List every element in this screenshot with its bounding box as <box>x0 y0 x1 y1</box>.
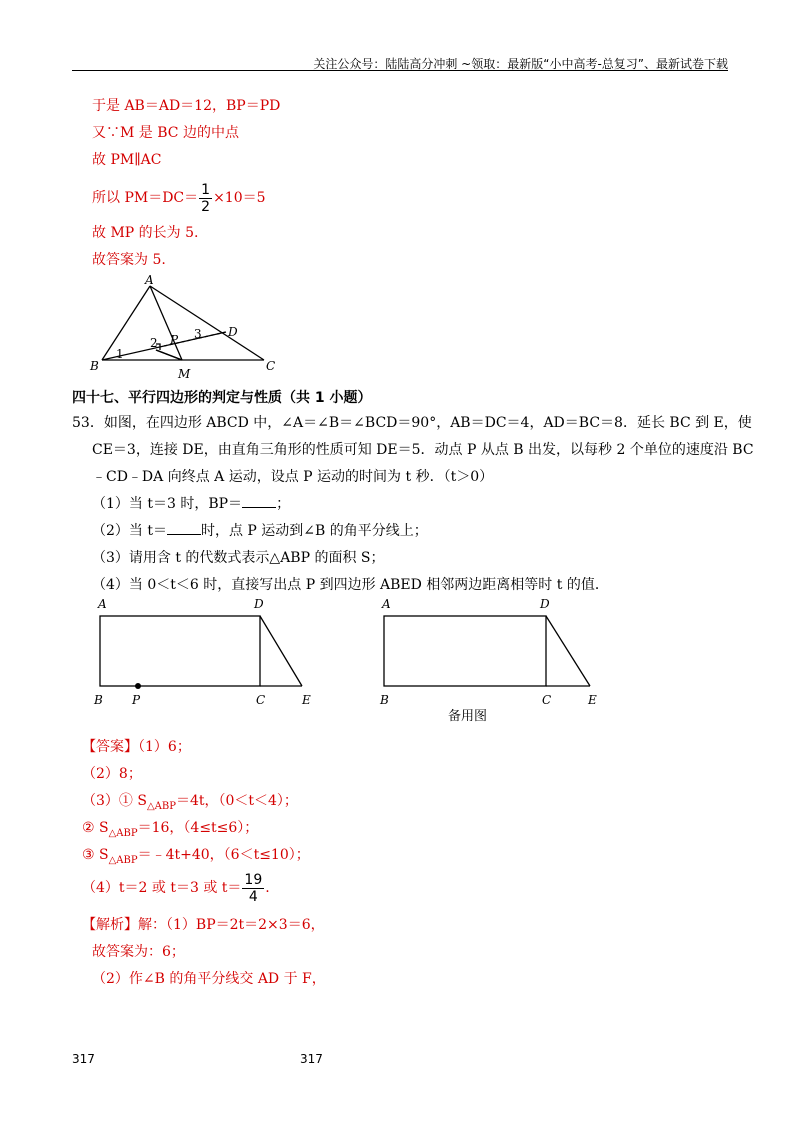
label-angle-2: 2 <box>150 336 158 350</box>
a3c-sub: △ABP <box>108 854 138 866</box>
spare-figure-caption: 备用图 <box>448 709 488 724</box>
answer-3c <box>82 846 310 870</box>
left-label-C: C <box>256 693 266 707</box>
triangle-figure <box>84 272 284 384</box>
answer-1: 【答案】（1）6； <box>82 739 191 755</box>
label-angle-1: 1 <box>116 347 124 361</box>
analysis-label: 【解析】 <box>82 917 138 933</box>
left-label-B: B <box>94 693 103 707</box>
q1-prefix: （1）当 t＝3 时，BP＝ <box>92 496 243 512</box>
a4-prefix: （4）t＝2 或 t＝3 或 t＝ <box>82 880 242 896</box>
label-P: P <box>170 333 179 347</box>
right-label-E: E <box>588 693 597 707</box>
rectangle-figures <box>88 596 628 726</box>
solution-line-mp: 故 MP 的长为 5. <box>92 225 199 241</box>
label-C: C <box>266 359 276 373</box>
problem-line-2: CE＝3，连接 DE，由直角三角形的性质可知 DE＝5．动点 P 从点 B 出发，以每秒 2 个单位的速度沿 BC <box>92 442 754 458</box>
label-M: M <box>178 367 191 381</box>
q2-blank <box>167 522 201 535</box>
section-title: 四十七、平行四边形的判定与性质（共 1 小题） <box>72 390 372 406</box>
q1-blank <box>242 495 276 508</box>
page-header: 关注公众号：陆陆高分冲刺 ~领取：最新版“小中高考-总复习”、最新试卷下载 <box>313 57 728 71</box>
frac-num: 1 <box>201 181 211 198</box>
a3a-label: （3）① S <box>82 793 147 809</box>
analysis-line-1 <box>82 916 325 934</box>
left-label-D: D <box>254 597 264 611</box>
analysis-line-3: （2）作∠B 的角平分线交 AD 于 F， <box>92 971 326 987</box>
right-label-B: B <box>380 693 389 707</box>
label-B: B <box>90 359 99 373</box>
answer-4 <box>82 870 270 906</box>
question-3: （3）请用含 t 的代数式表示△ABP 的面积 S； <box>92 550 385 566</box>
label-A: A <box>145 273 154 287</box>
question-1 <box>92 495 290 513</box>
fraction-19-4 <box>242 872 264 905</box>
a4-frac-den: 4 <box>248 888 258 905</box>
left-label-E: E <box>302 693 311 707</box>
answer-3a <box>82 792 298 816</box>
label-D: D <box>228 325 238 339</box>
left-label-A: A <box>98 597 107 611</box>
a3a-sub: △ABP <box>146 800 176 812</box>
analysis-text-1: 解：（1）BP＝2t＝2×3＝6， <box>138 917 325 933</box>
solution-line-pm <box>92 180 266 216</box>
header-rule <box>72 70 728 71</box>
right-label-C: C <box>542 693 552 707</box>
pm-prefix: 所以 PM＝DC＝ <box>92 190 199 206</box>
solution-line-2: 又∵M 是 BC 边的中点 <box>92 125 239 141</box>
left-label-P: P <box>132 693 141 707</box>
page-number-center: 317 <box>300 1052 323 1066</box>
answer-3b <box>82 819 258 843</box>
analysis-line-2: 故答案为：6； <box>92 944 185 960</box>
point-P-dot <box>135 683 141 689</box>
a4-frac-num: 19 <box>244 871 263 888</box>
page-number-left: 317 <box>72 1052 95 1066</box>
question-4: （4）当 0＜t＜6 时，直接写出点 P 到四边形 ABED 相邻两边距离相等时 t 的值． <box>92 577 609 593</box>
a3b-sub: △ABP <box>108 827 138 839</box>
problem-line-3: ﹣CD﹣DA 向终点 A 运动，设点 P 运动的时间为 t 秒．（t＞0） <box>92 469 494 485</box>
q2-suffix: 时，点 P 运动到∠B 的角平分线上； <box>200 523 428 539</box>
problem-line-1: 53．如图，在四边形 ABCD 中，∠A＝∠B＝∠BCD＝90°，AB＝DC＝4，AD＝BC＝8．延长 BC 到 E，使 <box>72 415 752 431</box>
label-angle-3: 3 <box>194 327 202 341</box>
question-2 <box>92 522 428 540</box>
solution-answer-line: 故答案为 5. <box>92 252 166 268</box>
solution-line-1: 于是 AB＝AD＝12，BP＝PD <box>92 98 281 114</box>
a3b-label: ② S <box>82 820 109 836</box>
q2-prefix: （2）当 t＝ <box>92 523 167 539</box>
right-label-A: A <box>382 597 391 611</box>
a3c-rest: ＝﹣4t+40，（6＜t≤10）； <box>137 847 310 863</box>
right-label-D: D <box>540 597 550 611</box>
answer-2: （2）8； <box>82 766 142 782</box>
fraction-one-half <box>199 182 212 215</box>
a3b-rest: ＝16，（4≤t≤6）； <box>137 820 259 836</box>
q1-suffix: ； <box>276 496 291 512</box>
solution-line-3: 故 PM∥AC <box>92 152 162 168</box>
a3a-rest: ＝4t，（0＜t＜4）； <box>175 793 298 809</box>
a4-suffix: . <box>265 880 270 896</box>
pm-suffix: ×10＝5 <box>213 190 266 206</box>
a3c-label: ③ S <box>82 847 109 863</box>
frac-den: 2 <box>201 198 211 215</box>
